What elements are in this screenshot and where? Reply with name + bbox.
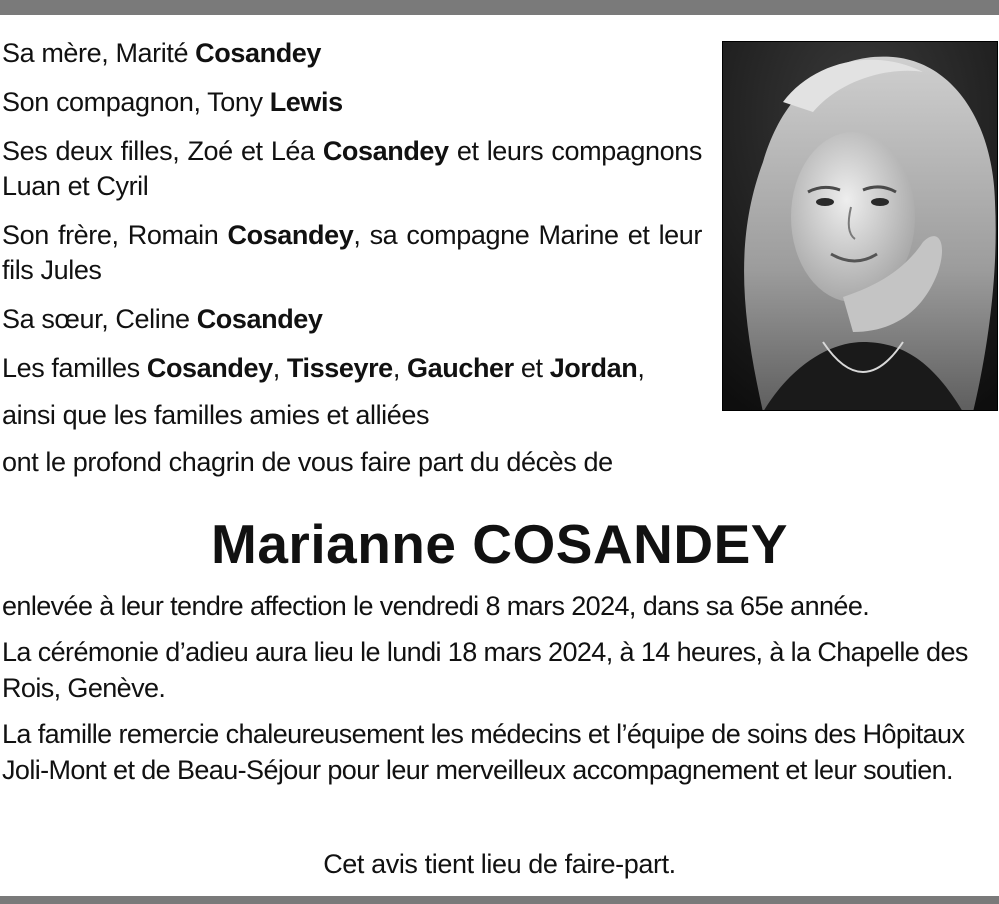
ceremony-line: La cérémonie d’adieu aura lieu le lundi 18 mars 2024, à 14 heures, à la Chapelle des Rois, Genève.	[2, 637, 968, 703]
separator: et	[513, 353, 550, 383]
family-name: Tisseyre	[286, 353, 393, 383]
brother-suffix: , sa compagne Marine et leur fils Jules	[2, 220, 702, 285]
top-rule	[0, 0, 999, 15]
portrait-image	[723, 42, 998, 411]
mother-surname: Cosandey	[195, 38, 322, 68]
bottom-rule	[0, 896, 999, 904]
sister-line	[2, 302, 702, 337]
brother-line	[2, 218, 702, 288]
thanks-line: La famille remercie chaleureusement les médecins et l’équipe de soins des Hôpitaux Joli-Mont et de Beau-Séjour pour leur merveilleux accompagnement et leur soutien.	[2, 719, 965, 785]
separator: ,	[272, 353, 287, 383]
daughters-surname: Cosandey	[322, 136, 449, 166]
death-line: enlevée à leur tendre affection le vendredi 8 mars 2024, dans sa 65e année.	[2, 591, 870, 621]
mother-line	[2, 36, 702, 71]
sister-surname: Cosandey	[196, 304, 323, 334]
portrait-photo	[722, 41, 998, 411]
partner-surname: Lewis	[269, 87, 343, 117]
separator: ,	[637, 353, 645, 383]
families-text: Les familles	[2, 353, 147, 383]
brother-text: Son frère, Romain	[2, 220, 228, 250]
deceased-name: Marianne COSANDEY	[211, 513, 788, 575]
mother-text: Sa mère, Marité	[2, 38, 196, 68]
sister-text: Sa sœur, Celine	[2, 304, 197, 334]
family-name: Cosandey	[146, 353, 273, 383]
announcement-line: ont le profond chagrin de vous faire part du décès de	[2, 447, 613, 477]
daughters-suffix: et leurs compagnons Luan et Cyril	[2, 136, 702, 201]
families-line	[2, 351, 702, 386]
closing-line: Cet avis tient lieu de faire-part.	[323, 849, 676, 879]
partner-text: Son compagnon, Tony	[2, 87, 270, 117]
allies-line: ainsi que les familles amies et alliées	[2, 400, 430, 430]
daughters-line	[2, 134, 702, 204]
partner-line	[2, 85, 702, 120]
separator: ,	[392, 353, 408, 383]
notice-details	[2, 588, 998, 788]
family-list	[2, 36, 702, 480]
family-name: Jordan	[549, 353, 638, 383]
brother-surname: Cosandey	[227, 220, 354, 250]
family-name: Gaucher	[407, 353, 514, 383]
daughters-text: Ses deux filles, Zoé et Léa	[2, 136, 323, 166]
